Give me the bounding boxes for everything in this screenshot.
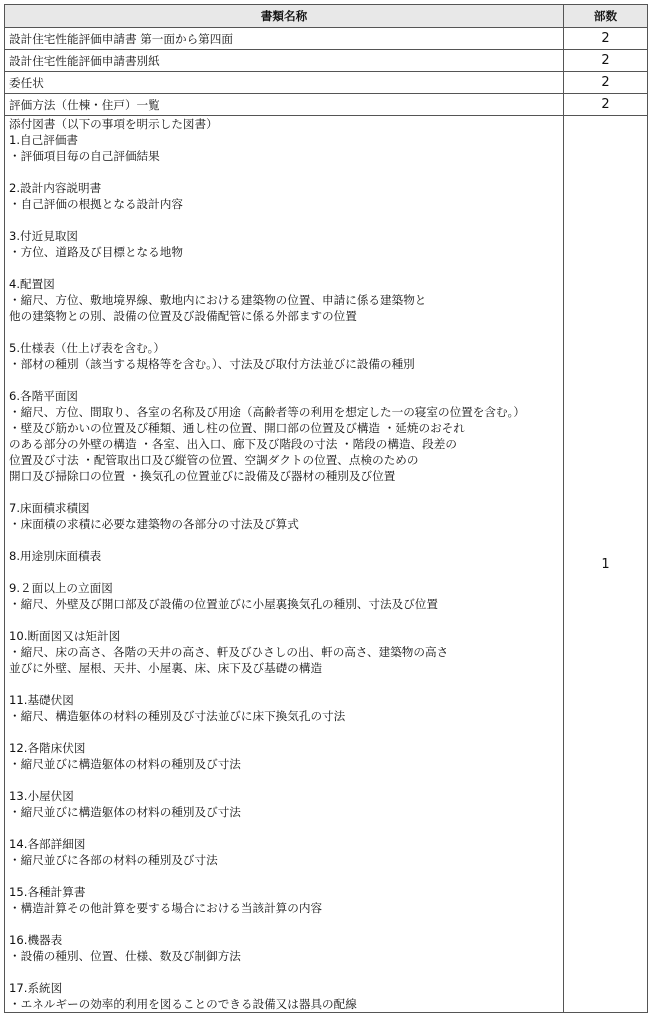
attached-section <box>9 548 559 564</box>
attached-section-title: 14.各部詳細図 <box>9 837 86 851</box>
attached-section <box>9 740 559 772</box>
attached-section <box>9 132 559 164</box>
attached-section <box>9 980 559 1012</box>
attached-section-line: ・縮尺、方位、敷地境界線、敷地内における建築物の位置、申請に係る建築物と <box>9 293 427 307</box>
attached-section-line: ・縮尺並びに構造躯体の材料の種別及び寸法 <box>9 805 241 819</box>
attached-section-line: ・エネルギーの効率的利用を図ることのできる設備又は器具の配線 <box>9 997 357 1011</box>
attached-section-line: ・縮尺、構造躯体の材料の種別及び寸法並びに床下換気孔の寸法 <box>9 709 346 723</box>
attached-section-line: ・縮尺、床の高さ、各階の天井の高さ、軒及びひさしの出、軒の高さ、建築物の高さ <box>9 645 449 659</box>
header-row <box>5 5 648 28</box>
header-document-name: 書類名称 <box>5 5 564 28</box>
attached-section-title: 6.各階平面図 <box>9 389 79 403</box>
attached-section-title: 11.基礎伏図 <box>9 693 74 707</box>
attached-section-line: ・縮尺並びに各部の材料の種別及び寸法 <box>9 853 218 867</box>
attached-section-line: ・縮尺並びに構造躯体の材料の種別及び寸法 <box>9 757 241 771</box>
attached-section <box>9 500 559 532</box>
attached-section-title: 17.系統図 <box>9 981 63 995</box>
quantity-cell: 2 <box>564 28 648 50</box>
quantity-cell: 2 <box>564 94 648 116</box>
attached-section-title: 13.小屋伏図 <box>9 789 74 803</box>
attached-section-title: 16.機器表 <box>9 933 63 947</box>
header-quantity: 部数 <box>564 5 648 28</box>
quantity-cell: 2 <box>564 50 648 72</box>
document-name-cell: 委任状 <box>5 72 564 94</box>
attached-section <box>9 340 559 372</box>
attached-section-title: 2.設計内容説明書 <box>9 181 102 195</box>
attached-section-line: 位置及び寸法 ・配管取出口及び縦管の位置、空調ダクトの位置、点検のための <box>9 453 419 467</box>
attached-section-line: ・方位、道路及び目標となる地物 <box>9 245 183 259</box>
table-row <box>5 94 648 116</box>
attached-section <box>9 788 559 820</box>
attached-section-title: 12.各階床伏図 <box>9 741 86 755</box>
document-name-cell: 設計住宅性能評価申請書別紙 <box>5 50 564 72</box>
document-table <box>4 4 648 1013</box>
attached-section <box>9 580 559 612</box>
attached-section-line: のある部分の外壁の構造 ・各室、出入口、廊下及び階段の寸法 ・階段の構造、段差の <box>9 437 457 451</box>
attached-section-title: 5.仕様表（仕上げ表を含む。） <box>9 341 165 355</box>
attached-section-line: ・部材の種別（該当する規格等を含む。）、寸法及び取付方法並びに設備の種別 <box>9 357 415 371</box>
attached-section-title: 15.各種計算書 <box>9 885 86 899</box>
quantity-cell: 2 <box>564 72 648 94</box>
attached-section-line: ・設備の種別、位置、仕様、数及び制御方法 <box>9 949 241 963</box>
attached-section-line: ・床面積の求積に必要な建築物の各部分の寸法及び算式 <box>9 517 299 531</box>
attached-documents-list <box>9 132 559 1012</box>
attached-section <box>9 932 559 964</box>
document-name-cell: 評価方法（仕棟・住戸）一覧 <box>5 94 564 116</box>
table-row <box>5 72 648 94</box>
attached-documents-title: 添付図書（以下の事項を明示した図書） <box>9 117 218 131</box>
attached-documents-cell <box>5 116 564 1013</box>
attached-section-line: ・評価項目毎の自己評価結果 <box>9 149 160 163</box>
attached-section-line: 並びに外壁、屋根、天井、小屋裏、床、床下及び基礎の構造 <box>9 661 323 675</box>
attached-section-title: 3.付近見取図 <box>9 229 79 243</box>
attached-documents-row <box>5 116 648 1013</box>
attached-section-title: 4.配置図 <box>9 277 55 291</box>
table-row <box>5 28 648 50</box>
attached-section-title: 1.自己評価書 <box>9 133 79 147</box>
attached-section-title: 9.２面以上の立面図 <box>9 581 113 595</box>
attached-section-line: 他の建築物との別、設備の位置及び設備配管に係る外部ますの位置 <box>9 309 357 323</box>
attached-quantity-cell: 1 <box>564 116 648 1013</box>
attached-section <box>9 228 559 260</box>
table-row <box>5 50 648 72</box>
attached-section-line: ・縮尺、外壁及び開口部及び設備の位置並びに小屋裏換気孔の種別、寸法及び位置 <box>9 597 438 611</box>
attached-section-line: 開口及び掃除口の位置 ・換気孔の位置並びに設備及び器材の種別及び位置 <box>9 469 396 483</box>
attached-section <box>9 884 559 916</box>
attached-section-title: 10.断面図又は矩計図 <box>9 629 121 643</box>
attached-section-title: 8.用途別床面積表 <box>9 549 102 563</box>
attached-section <box>9 692 559 724</box>
attached-section-title: 7.床面積求積図 <box>9 501 90 515</box>
attached-section-line: ・構造計算その他計算を要する場合における当該計算の内容 <box>9 901 323 915</box>
attached-section <box>9 388 559 484</box>
attached-section <box>9 180 559 212</box>
attached-section-line: ・自己評価の根拠となる設計内容 <box>9 197 183 211</box>
attached-section <box>9 276 559 324</box>
attached-section-line: ・壁及び筋かいの位置及び種類、通し柱の位置、開口部の位置及び構造 ・延焼のおそれ <box>9 421 465 435</box>
document-name-cell: 設計住宅性能評価申請書 第一面から第四面 <box>5 28 564 50</box>
attached-section <box>9 836 559 868</box>
attached-section <box>9 628 559 676</box>
attached-section-line: ・縮尺、方位、間取り、各室の名称及び用途（高齢者等の利用を想定した一の寝室の位置を含む。） <box>9 405 525 419</box>
